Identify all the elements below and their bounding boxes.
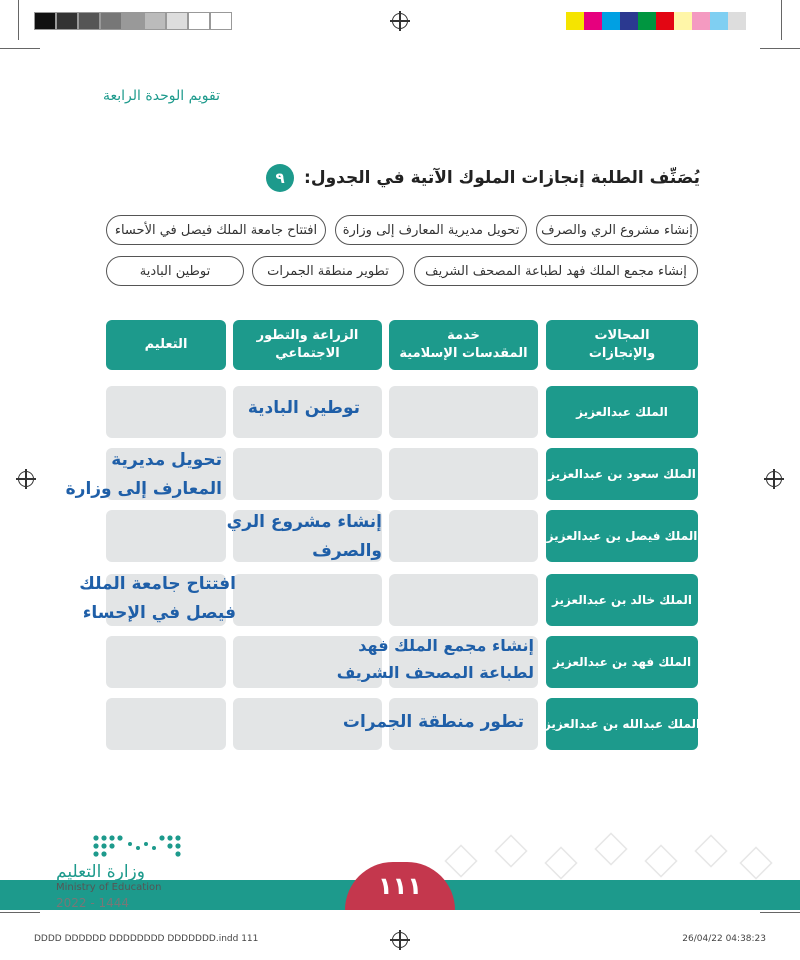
answer-cell	[106, 386, 226, 438]
print-slug-timestamp: 26/04/22 04:38:23	[682, 934, 766, 944]
answer-cell	[389, 448, 538, 500]
answer-cell	[389, 574, 538, 626]
row-king: الملك فيصل بن عبدالعزيز	[546, 510, 698, 562]
registration-mark-icon	[392, 13, 408, 29]
option-pill: تحويل مديرية المعارف إلى وزارة	[335, 215, 527, 245]
option-pill: إنشاء مشروع الري والصرف	[536, 215, 698, 245]
cmyk-color-bar	[566, 12, 746, 30]
question-text: يُصَنِّف الطلبة إنجازات الملوك الآتية في الجدول:	[304, 168, 700, 188]
row-king: الملك فهد بن عبدالعزيز	[546, 636, 698, 688]
unit-title: تقويم الوحدة الرابعة	[103, 88, 220, 104]
answer-cell	[106, 698, 226, 750]
answer-cell	[233, 448, 382, 500]
row-king: الملك عبدالعزيز	[546, 386, 698, 438]
option-pill: توطين البادية	[106, 256, 244, 286]
answer-text: تطور منطقة الجمرات	[342, 712, 524, 732]
print-slug-file: DDDD DDDDDD DDDDDDDD DDDDDDD.indd 111	[34, 934, 259, 944]
ministry-logo-icon	[90, 830, 186, 858]
answer-cell	[233, 574, 382, 626]
answer-text: افتتاح جامعة الملك فيصل في الإحساء	[79, 574, 236, 623]
crop-mark	[0, 912, 40, 913]
row-king: الملك عبدالله بن عبدالعزيز	[546, 698, 698, 750]
row-king: الملك سعود بن عبدالعزيز	[546, 448, 698, 500]
grayscale-color-bar	[34, 12, 232, 30]
answer-text: تحويل مديرية المعارف إلى وزارة	[65, 450, 222, 499]
answer-cell	[106, 636, 226, 688]
answer-text: توطين البادية	[247, 398, 360, 418]
answer-text: إنشاء مجمع الملك فهد لطباعة المصحف الشريف	[336, 636, 534, 683]
header-holy-sites: خدمة المقدسات الإسلامية	[389, 320, 538, 370]
header-agriculture: الزراعة والتطور الاجتماعي	[233, 320, 382, 370]
header-domains: المجالات والإنجازات	[546, 320, 698, 370]
registration-mark-icon	[18, 471, 34, 487]
crop-mark	[0, 48, 40, 49]
answer-text: إنشاء مشروع الري والصرف	[226, 512, 382, 561]
option-pill: تطوير منطقة الجمرات	[252, 256, 404, 286]
ministry-name-english: Ministry of Education	[56, 882, 162, 893]
crop-mark	[18, 0, 19, 40]
crop-mark	[760, 912, 800, 913]
crop-mark	[781, 0, 782, 40]
option-pill: إنشاء مجمع الملك فهد لطباعة المصحف الشريف	[414, 256, 698, 286]
answer-cell	[106, 510, 226, 562]
answer-cell	[389, 386, 538, 438]
registration-mark-icon	[392, 932, 408, 948]
registration-mark-icon	[766, 471, 782, 487]
row-king: الملك خالد بن عبدالعزيز	[546, 574, 698, 626]
answer-cell	[389, 510, 538, 562]
crop-mark	[760, 48, 800, 49]
option-pill: افتتاح جامعة الملك فيصل في الأحساء	[106, 215, 326, 245]
ministry-name-arabic: وزارة التعليم	[56, 862, 145, 882]
question-number: ٩	[266, 164, 294, 192]
page-number: ١١١	[345, 862, 455, 910]
footer-pattern-decoration	[440, 820, 780, 880]
question	[266, 164, 700, 192]
header-education: التعليم	[106, 320, 226, 370]
edition-year: 2022 - 1444	[56, 896, 130, 910]
